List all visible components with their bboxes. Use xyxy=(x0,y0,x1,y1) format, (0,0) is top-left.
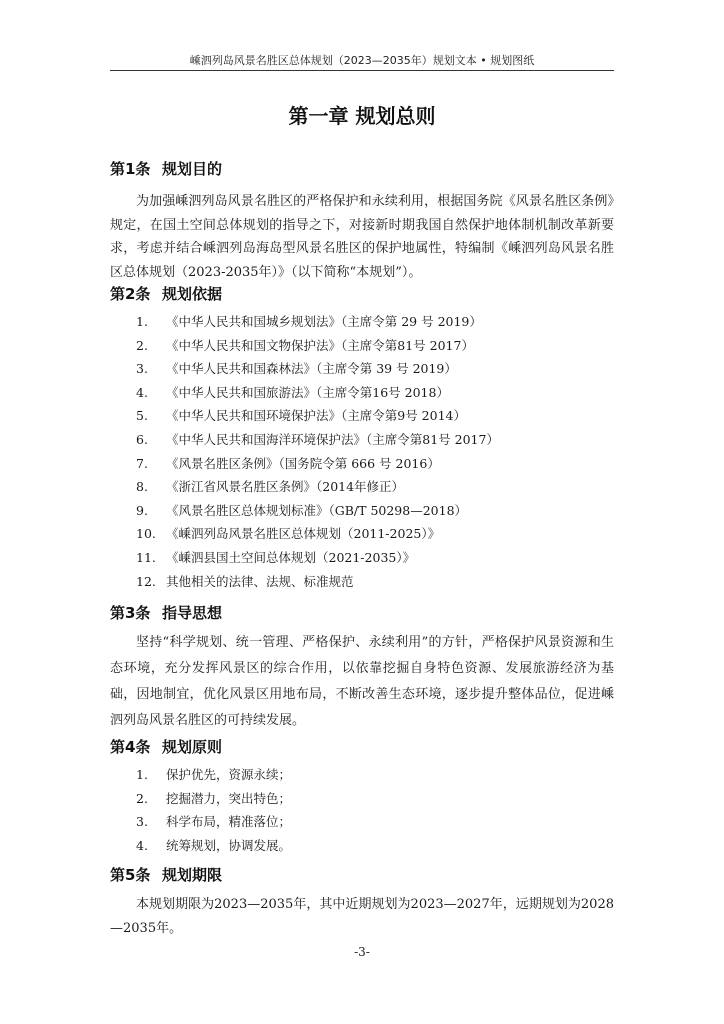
list-item: 1. 《中华人民共和国城乡规划法》（主席令第 29 号 2019） xyxy=(136,314,482,329)
article-5-body: 本规划期限为2023—2035年，其中近期规划为2023—2027年，远期规划为2028—2035年。 xyxy=(110,897,614,936)
article-number: 第1条 xyxy=(110,160,151,178)
article-3-heading xyxy=(110,602,614,623)
chapter-title: 第一章 规划总则 xyxy=(288,104,436,128)
article-3-body: 坚持“科学规划、统一管理、严格保护、永续利用”的方针，严格保护风景资源和生态环境，充分发挥风景区的综合作用，以依靠挖掘自身特色资源、发展旅游经济为基础，因地制宜，优化风景区用地布局，不断改善生态环境，逐步提升整体品位，促进嵊泗列岛风景名胜区的可持续发展。 xyxy=(110,635,614,728)
list-item: 8. 《浙江省风景名胜区条例》（2014年修正） xyxy=(136,479,405,495)
article-2-heading xyxy=(110,283,614,304)
page-number: -3- xyxy=(354,945,370,959)
article-title: 规划依据 xyxy=(162,285,223,303)
article-title: 规划原则 xyxy=(162,738,223,756)
list-item: 6. 《中华人民共和国海洋环境保护法》（主席令第81号 2017） xyxy=(136,431,499,447)
legal-basis-list xyxy=(136,310,614,593)
article-title: 规划目的 xyxy=(162,160,223,178)
principles-list xyxy=(136,763,614,857)
article-number: 第3条 xyxy=(110,604,151,622)
article-5-heading xyxy=(110,864,614,885)
list-item: 3. 科学布局，精准落位； xyxy=(136,814,292,829)
list-item: 11. 《嵊泗县国土空间总体规划（2021-2035）》 xyxy=(136,549,416,565)
list-item: 9. 《风景名胜区总体规划标准》（GB/T 50298—2018） xyxy=(136,502,468,518)
header-divider xyxy=(110,70,614,71)
article-1-heading xyxy=(110,158,614,179)
article-number: 第5条 xyxy=(110,866,151,884)
list-item: 2. 挖掘潜力，突出特色； xyxy=(136,790,292,806)
list-item: 12. 其他相关的法律、法规、标准规范 xyxy=(136,573,354,589)
article-title: 规划期限 xyxy=(162,866,223,884)
list-item: 2. 《中华人民共和国文物保护法》（主席令第81号 2017） xyxy=(136,337,474,353)
list-item: 5. 《中华人民共和国环境保护法》（主席令第9号 2014） xyxy=(136,408,466,424)
list-item: 4. 《中华人民共和国旅游法》（主席令第16号 2018） xyxy=(136,384,449,400)
list-item: 1. 保护优先，资源永续； xyxy=(136,767,292,782)
list-item: 3. 《中华人民共和国森林法》（主席令第 39 号 2019） xyxy=(136,361,457,377)
running-header: 嵊泗列岛风景名胜区总体规划（2023—2035年）规划文本 • 规划图纸 xyxy=(189,54,535,67)
list-item: 4. 统筹规划，协调发展。 xyxy=(136,837,292,853)
article-4-heading xyxy=(110,736,614,757)
article-title: 指导思想 xyxy=(162,604,223,622)
article-number: 第4条 xyxy=(110,738,151,756)
article-number: 第2条 xyxy=(110,285,151,303)
list-item: 7. 《风景名胜区条例》（国务院令第 666 号 2016） xyxy=(136,455,440,471)
article-1-body: 为加强嵊泗列岛风景名胜区的严格保护和永续利用，根据国务院《风景名胜区条例》规定，在国土空间总体规划的指导之下，对接新时期我国自然保护地体制机制改革新要求，考虑并结合嵊泗列岛海岛型风景名胜区的保护地属性，特编制《嵊泗列岛风景名胜区总体规划（2023-2035年）》（以下简称“本规划”）。 xyxy=(110,194,614,280)
list-item: 10. 《嵊泗列岛风景名胜区总体规划（2011-2025）》 xyxy=(136,526,441,542)
